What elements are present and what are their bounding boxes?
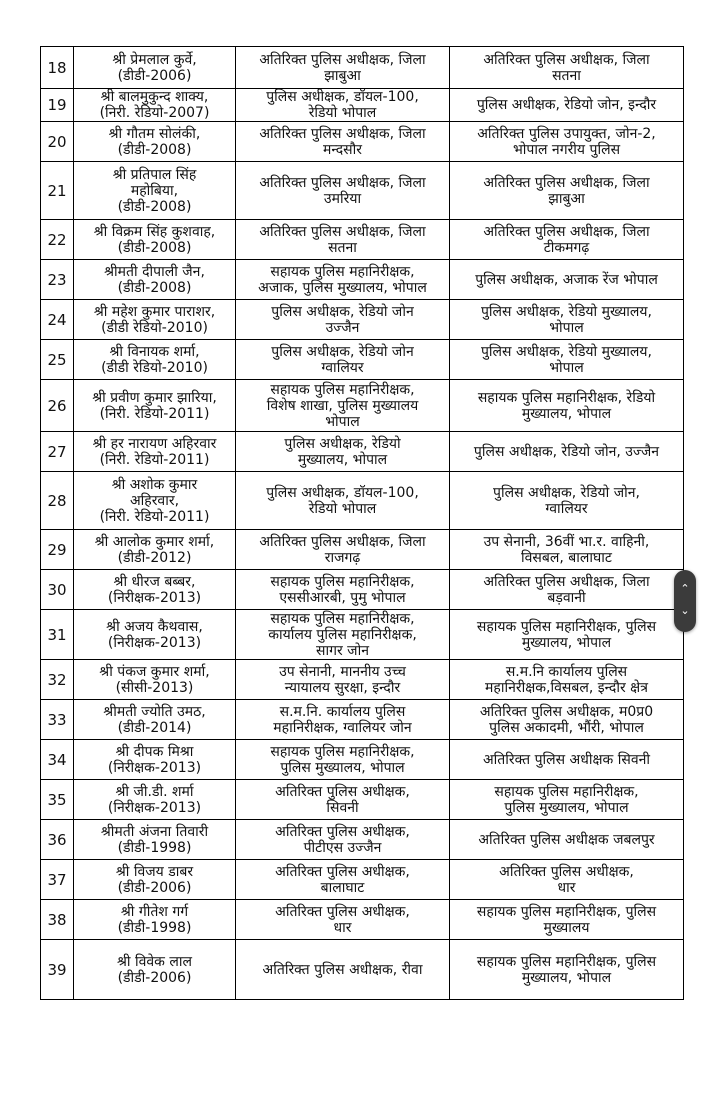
new-posting-line: पुलिस अधीक्षक, रेडियो जोन,	[493, 484, 640, 501]
new-posting-line: अतिरिक्त पुलिस अधीक्षक, जिला	[483, 174, 650, 191]
current-posting-line: बालाघाट	[320, 879, 365, 896]
serial-number: 32	[41, 660, 74, 700]
officer-name	[74, 820, 236, 860]
new-posting-line: सहायक पुलिस महानिरीक्षक, पुलिस	[476, 903, 657, 920]
serial-number: 25	[41, 340, 74, 380]
serial-number: 26	[41, 380, 74, 432]
officer-name-line: श्री जी.डी. शर्मा	[115, 783, 194, 800]
current-posting-line: पुलिस अधीक्षक, रेडियो	[284, 435, 401, 452]
new-posting-line: पुलिस अधीक्षक, अजाक रेंज भोपाल	[475, 271, 658, 288]
current-posting-line: अतिरिक्त पुलिस अधीक्षक,	[275, 783, 410, 800]
new-posting-line: स.म.नि कार्यालय पुलिस	[505, 663, 628, 680]
chevron-up-icon[interactable]: ⌃	[680, 582, 690, 595]
officer-name	[74, 89, 236, 122]
officer-name-line: अहिरवार,	[129, 492, 180, 509]
officer-name	[74, 300, 236, 340]
officer-name-line: महोबिया,	[130, 182, 179, 199]
serial-number: 20	[41, 122, 74, 162]
table-row	[41, 260, 684, 300]
new-posting	[450, 47, 684, 89]
current-posting-line: एससीआरबी, पुमु भोपाल	[279, 589, 406, 606]
serial-number: 22	[41, 220, 74, 260]
officer-name-line: श्री विक्रम सिंह कुशवाह,	[93, 223, 216, 240]
new-posting	[450, 300, 684, 340]
new-posting-line: टीकमगढ़	[543, 239, 590, 256]
officer-name-line: श्री विजय डाबर	[115, 863, 194, 880]
serial-number: 31	[41, 610, 74, 660]
new-posting-line: ग्वालियर	[545, 500, 588, 517]
officer-name-line: (डीडी-2006)	[117, 969, 192, 986]
officer-name	[74, 260, 236, 300]
current-posting	[236, 47, 450, 89]
current-posting-line: रेडियो भोपाल	[308, 500, 377, 517]
new-posting-line: भोपाल	[549, 359, 584, 376]
current-posting	[236, 122, 450, 162]
new-posting-line: उप सेनानी, 36वीं भा.र. वाहिनी,	[483, 533, 650, 550]
transfer-table	[40, 46, 684, 1000]
officer-name-line: (निरी. रेडियो-2007)	[99, 105, 210, 121]
current-posting-line: स.म.नि. कार्यालय पुलिस	[279, 703, 406, 720]
officer-name-line: श्री गौतम सोलंकी,	[108, 125, 201, 142]
officer-name	[74, 570, 236, 610]
new-posting-line: पुलिस मुख्यालय, भोपाल	[504, 799, 629, 816]
current-posting	[236, 260, 450, 300]
table-row	[41, 740, 684, 780]
current-posting-line: पुलिस अधीक्षक, रेडियो जोन	[271, 303, 414, 320]
officer-name-line: (निरीक्षक-2013)	[107, 799, 202, 816]
table-row	[41, 570, 684, 610]
officer-name	[74, 472, 236, 530]
officer-name-line: श्रीमती दीपाली जैन,	[104, 263, 205, 280]
current-posting	[236, 820, 450, 860]
new-posting-line: भोपाल नगरीय पुलिस	[512, 141, 621, 158]
current-posting-line: पुलिस अधीक्षक, डॉयल-100,	[266, 484, 419, 501]
officer-name-line: श्री विनायक शर्मा,	[109, 343, 200, 360]
officer-name	[74, 530, 236, 570]
current-posting	[236, 780, 450, 820]
officer-name-line: (निरीक्षक-2013)	[107, 589, 202, 606]
table-row	[41, 900, 684, 940]
serial-number: 21	[41, 162, 74, 220]
new-posting	[450, 660, 684, 700]
new-posting	[450, 340, 684, 380]
current-posting-line: मुख्यालय, भोपाल	[297, 451, 388, 468]
current-posting-line: सहायक पुलिस महानिरीक्षक,	[270, 573, 415, 590]
new-posting-line: अतिरिक्त पुलिस अधीक्षक, जिला	[483, 51, 650, 68]
current-posting-line: सहायक पुलिस महानिरीक्षक,	[270, 381, 415, 398]
current-posting	[236, 162, 450, 220]
new-posting	[450, 472, 684, 530]
officer-name-line: (निरी. रेडियो-2011)	[99, 405, 210, 422]
current-posting-line: ग्वालियर	[321, 359, 364, 376]
table-row	[41, 820, 684, 860]
new-posting-line: बड़वानी	[547, 589, 586, 606]
current-posting-line: अजाक, पुलिस मुख्यालय, भोपाल	[258, 279, 427, 296]
current-posting-line: न्यायालय सुरक्षा, इन्दौर	[284, 679, 401, 696]
current-posting	[236, 570, 450, 610]
new-posting	[450, 740, 684, 780]
officer-name-line: (डीडी-2014)	[117, 719, 192, 736]
current-posting-line: पुलिस मुख्यालय, भोपाल	[280, 759, 405, 776]
current-posting	[236, 700, 450, 740]
new-posting	[450, 380, 684, 432]
current-posting	[236, 300, 450, 340]
officer-name-line: (डीडी रेडियो-2010)	[101, 319, 208, 336]
officer-name-line: (डीडी-2008)	[117, 279, 192, 296]
current-posting-line: विशेष शाखा, पुलिस मुख्यालय	[266, 397, 419, 414]
officer-name-line: (डीडी-2006)	[117, 879, 192, 896]
current-posting-line: झाबुआ	[324, 67, 361, 84]
officer-name	[74, 47, 236, 89]
officer-name-line: (डीडी-2008)	[117, 239, 192, 256]
new-posting	[450, 940, 684, 1000]
current-posting	[236, 380, 450, 432]
serial-number: 36	[41, 820, 74, 860]
officer-name	[74, 432, 236, 472]
new-posting-line: महानिरीक्षक,विसबल, इन्दौर क्षेत्र	[485, 679, 648, 696]
officer-name-line: श्री विवेक लाल	[117, 953, 192, 970]
officer-name	[74, 162, 236, 220]
table-row	[41, 432, 684, 472]
table-row	[41, 300, 684, 340]
current-posting-line: कार्यालय पुलिस महानिरीक्षक,	[268, 626, 417, 643]
current-posting	[236, 900, 450, 940]
new-posting-line: पुलिस अकादमी, भौंरी, भोपाल	[489, 719, 644, 736]
new-posting-line: अतिरिक्त पुलिस अधीक्षक,	[499, 863, 634, 880]
new-posting-line: अतिरिक्त पुलिस अधीक्षक, म0प्र0	[479, 703, 654, 720]
officer-name	[74, 940, 236, 1000]
new-posting	[450, 530, 684, 570]
new-posting-line: विसबल, बालाघाट	[521, 549, 612, 566]
current-posting-line: रेडियो भोपाल	[308, 105, 377, 121]
new-posting	[450, 700, 684, 740]
new-posting	[450, 820, 684, 860]
table-row	[41, 610, 684, 660]
serial-number: 19	[41, 89, 74, 122]
officer-name-line: श्री दीपक मिश्रा	[115, 743, 194, 760]
table-row	[41, 162, 684, 220]
new-posting-line: मुख्यालय, भोपाल	[521, 634, 612, 651]
officer-name	[74, 860, 236, 900]
current-posting-line: पुलिस अधीक्षक, रेडियो जोन	[271, 343, 414, 360]
table-row	[41, 940, 684, 1000]
current-posting	[236, 610, 450, 660]
current-posting	[236, 472, 450, 530]
new-posting-line: सहायक पुलिस महानिरीक्षक, रेडियो	[477, 389, 656, 406]
serial-number: 23	[41, 260, 74, 300]
table-row	[41, 530, 684, 570]
officer-name	[74, 610, 236, 660]
new-posting-line: मुख्यालय	[543, 919, 590, 936]
table-row	[41, 340, 684, 380]
new-posting-line: सहायक पुलिस महानिरीक्षक, पुलिस	[476, 953, 657, 970]
table-row	[41, 47, 684, 89]
new-posting	[450, 162, 684, 220]
new-posting-line: सहायक पुलिस महानिरीक्षक,	[494, 783, 639, 800]
new-posting	[450, 610, 684, 660]
table-row	[41, 220, 684, 260]
serial-number: 37	[41, 860, 74, 900]
current-posting-line: उप सेनानी, माननीय उच्च	[279, 663, 406, 680]
officer-name-line: (निरीक्षक-2013)	[107, 759, 202, 776]
officer-name-line: श्री पंकज कुमार शर्मा,	[99, 663, 210, 680]
serial-number: 18	[41, 47, 74, 89]
new-posting	[450, 122, 684, 162]
officer-name-line: श्री प्रवीण कुमार झारिया,	[92, 389, 217, 406]
current-posting-line: अतिरिक्त पुलिस अधीक्षक, जिला	[259, 125, 426, 142]
serial-number: 30	[41, 570, 74, 610]
officer-name-line: श्री आलोक कुमार शर्मा,	[94, 533, 215, 550]
current-posting-line: धार	[333, 919, 352, 936]
officer-name-line: श्री अजय कैथवास,	[106, 618, 203, 635]
current-posting-line: अतिरिक्त पुलिस अधीक्षक, जिला	[259, 51, 426, 68]
current-posting-line: सिवनी	[326, 799, 359, 816]
officer-name-line: श्री महेश कुमार पाराशर,	[93, 303, 216, 320]
scroll-control[interactable]	[674, 570, 696, 632]
current-posting	[236, 740, 450, 780]
chevron-down-icon[interactable]: ⌄	[680, 604, 690, 617]
current-posting-line: अतिरिक्त पुलिस अधीक्षक, जिला	[259, 223, 426, 240]
current-posting-line: राजगढ़	[324, 549, 361, 566]
officer-name	[74, 220, 236, 260]
serial-number: 33	[41, 700, 74, 740]
officer-name-line: (डीडी-2008)	[117, 141, 192, 158]
serial-number: 29	[41, 530, 74, 570]
new-posting-line: पुलिस अधीक्षक, रेडियो मुख्यालय,	[480, 303, 652, 320]
new-posting	[450, 432, 684, 472]
officer-name-line: श्री हर नारायण अहिरवार	[92, 435, 217, 452]
current-posting	[236, 89, 450, 122]
officer-name	[74, 660, 236, 700]
officer-name	[74, 340, 236, 380]
officer-name	[74, 780, 236, 820]
officer-name-line: श्री धीरज बब्बर,	[113, 573, 196, 590]
table-row	[41, 89, 684, 122]
current-posting	[236, 940, 450, 1000]
new-posting-line: पुलिस अधीक्षक, रेडियो जोन, इन्दौर	[476, 97, 657, 113]
serial-number: 34	[41, 740, 74, 780]
current-posting	[236, 530, 450, 570]
new-posting	[450, 260, 684, 300]
current-posting-line: अतिरिक्त पुलिस अधीक्षक, जिला	[259, 174, 426, 191]
new-posting-line: अतिरिक्त पुलिस अधीक्षक जबलपुर	[478, 831, 655, 848]
current-posting-line: पुलिस अधीक्षक, डॉयल-100,	[266, 89, 419, 105]
officer-name-line: श्री प्रेमलाल कुर्वे,	[112, 51, 197, 68]
current-posting-line: महानिरीक्षक, ग्वालियर जोन	[273, 719, 412, 736]
current-posting-line: सहायक पुलिस महानिरीक्षक,	[270, 610, 415, 627]
new-posting-line: पुलिस अधीक्षक, रेडियो जोन, उज्जैन	[473, 443, 660, 460]
current-posting	[236, 432, 450, 472]
officer-name	[74, 122, 236, 162]
officer-name-line: (निरी. रेडियो-2011)	[99, 508, 210, 525]
officer-name-line: (सीसी-2013)	[115, 679, 194, 696]
officer-name-line: श्री अशोक कुमार	[111, 476, 198, 493]
current-posting-line: अतिरिक्त पुलिस अधीक्षक, जिला	[259, 533, 426, 550]
new-posting	[450, 570, 684, 610]
new-posting-line: मुख्यालय, भोपाल	[521, 969, 612, 986]
new-posting-line: सतना	[552, 67, 581, 84]
new-posting-line: धार	[557, 879, 576, 896]
officer-name-line: (डीडी-1998)	[117, 839, 192, 856]
new-posting-line: अतिरिक्त पुलिस अधीक्षक, जिला	[483, 223, 650, 240]
current-posting	[236, 860, 450, 900]
table-row	[41, 380, 684, 432]
serial-number: 27	[41, 432, 74, 472]
current-posting	[236, 340, 450, 380]
current-posting-line: मन्दसौर	[323, 141, 362, 158]
serial-number: 28	[41, 472, 74, 530]
new-posting-line: अतिरिक्त पुलिस अधीक्षक सिवनी	[482, 751, 650, 768]
table-row	[41, 700, 684, 740]
current-posting	[236, 220, 450, 260]
officer-name-line: (डीडी-2012)	[117, 549, 192, 566]
current-posting-line: अतिरिक्त पुलिस अधीक्षक,	[275, 823, 410, 840]
new-posting	[450, 89, 684, 122]
officer-name	[74, 740, 236, 780]
current-posting-line: अतिरिक्त पुलिस अधीक्षक, रीवा	[262, 961, 423, 978]
new-posting-line: भोपाल	[549, 319, 584, 336]
serial-number: 39	[41, 940, 74, 1000]
officer-name	[74, 900, 236, 940]
serial-number: 35	[41, 780, 74, 820]
serial-number: 38	[41, 900, 74, 940]
serial-number: 24	[41, 300, 74, 340]
officer-name-line: श्री प्रतिपाल सिंह	[112, 166, 197, 183]
new-posting-line: पुलिस अधीक्षक, रेडियो मुख्यालय,	[480, 343, 652, 360]
officer-name	[74, 380, 236, 432]
table-row	[41, 780, 684, 820]
officer-name-line: (डीडी-2006)	[117, 67, 192, 84]
current-posting-line: सतना	[328, 239, 357, 256]
current-posting-line: पीटीएस उज्जैन	[303, 839, 382, 856]
current-posting	[236, 660, 450, 700]
new-posting-line: सहायक पुलिस महानिरीक्षक, पुलिस	[476, 618, 657, 635]
current-posting-line: सागर जोन	[316, 642, 369, 659]
new-posting-line: अतिरिक्त पुलिस उपायुक्त, जोन-2,	[477, 125, 656, 142]
current-posting-line: भोपाल	[325, 413, 360, 430]
new-posting	[450, 220, 684, 260]
table-row	[41, 860, 684, 900]
table-row	[41, 122, 684, 162]
officer-name-line: (डीडी-1998)	[117, 919, 192, 936]
new-posting-line: मुख्यालय, भोपाल	[521, 405, 612, 422]
current-posting-line: उमरिया	[323, 190, 362, 207]
table-row	[41, 472, 684, 530]
current-posting-line: सहायक पुलिस महानिरीक्षक,	[270, 263, 415, 280]
officer-name-line: श्री गीतेश गर्ग	[120, 903, 189, 920]
officer-name	[74, 700, 236, 740]
officer-name-line: (डीडी रेडियो-2010)	[101, 359, 208, 376]
officer-name-line: श्रीमती ज्योति उमठ,	[103, 703, 206, 720]
officer-name-line: श्री बालमुकुन्द शाक्य,	[100, 89, 209, 105]
new-posting-line: झाबुआ	[548, 190, 585, 207]
new-posting	[450, 780, 684, 820]
new-posting-line: अतिरिक्त पुलिस अधीक्षक, जिला	[483, 573, 650, 590]
new-posting	[450, 860, 684, 900]
current-posting-line: अतिरिक्त पुलिस अधीक्षक,	[275, 903, 410, 920]
officer-name-line: (निरीक्षक-2013)	[107, 634, 202, 651]
officer-name-line: श्रीमती अंजना तिवारी	[100, 823, 209, 840]
officer-name-line: (निरी. रेडियो-2011)	[99, 451, 210, 468]
new-posting	[450, 900, 684, 940]
current-posting-line: उज्जैन	[325, 319, 360, 336]
officer-name-line: (डीडी-2008)	[117, 198, 192, 215]
current-posting-line: अतिरिक्त पुलिस अधीक्षक,	[275, 863, 410, 880]
table-row	[41, 660, 684, 700]
current-posting-line: सहायक पुलिस महानिरीक्षक,	[270, 743, 415, 760]
